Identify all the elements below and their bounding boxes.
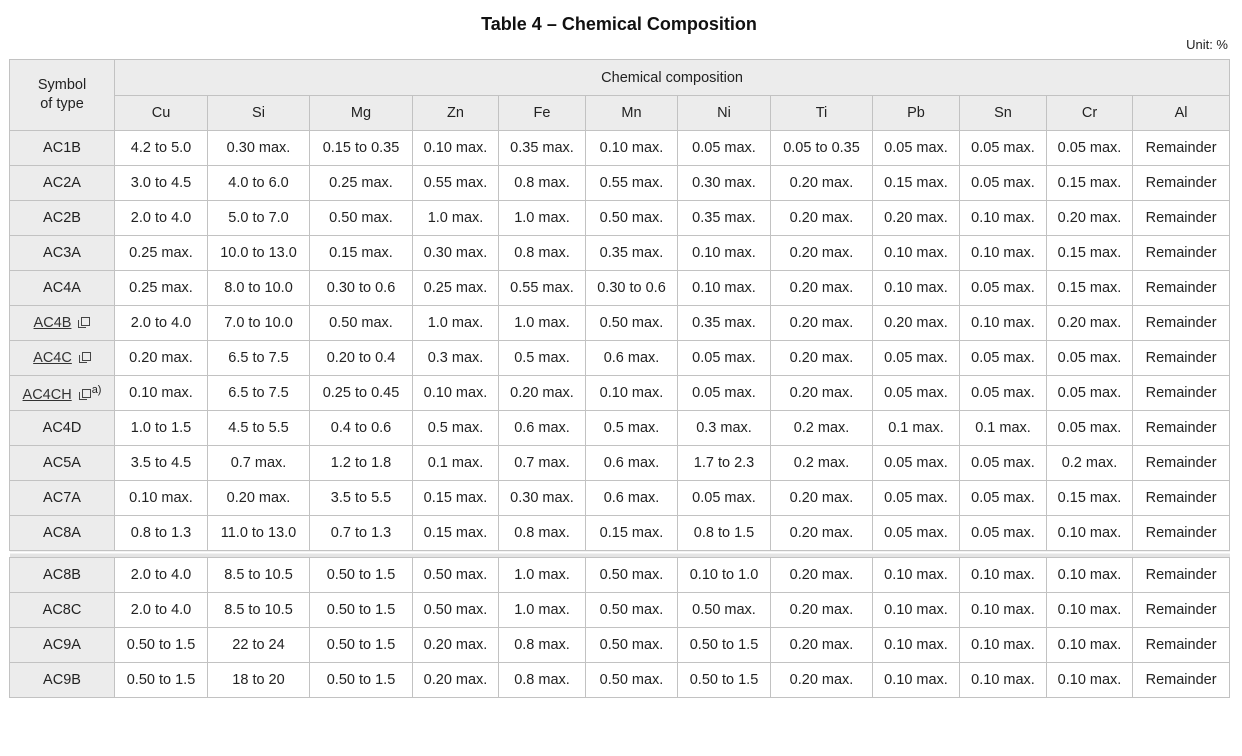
value-cell-al: Remainder: [1133, 271, 1230, 306]
element-header-row: [10, 96, 1230, 131]
value-cell-cu: 3.5 to 4.5: [115, 446, 208, 481]
symbol-of-type-label: Symbol of type: [37, 77, 87, 112]
value-cell-cu: 0.25 max.: [115, 236, 208, 271]
symbol-label: AC9A: [43, 637, 81, 653]
value-cell-fe: 1.0 max.: [499, 306, 586, 341]
value-cell-cr: 0.15 max.: [1047, 271, 1133, 306]
value-cell-al: Remainder: [1133, 481, 1230, 516]
table-row: [10, 481, 1230, 516]
value-cell-ti: 0.20 max.: [771, 271, 873, 306]
value-cell-fe: 0.35 max.: [499, 131, 586, 166]
symbol-label: AC8A: [43, 525, 81, 541]
value-cell-mg: 0.50 max.: [310, 201, 413, 236]
value-cell-cr: 0.20 max.: [1047, 201, 1133, 236]
value-cell-sn: 0.10 max.: [960, 663, 1047, 698]
symbol-label: AC4A: [43, 280, 81, 296]
value-cell-mg: 3.5 to 5.5: [310, 481, 413, 516]
value-cell-mg: 0.20 to 0.4: [310, 341, 413, 376]
symbol-label: AC5A: [43, 455, 81, 471]
value-cell-cu: 0.10 max.: [115, 481, 208, 516]
element-header-sn: Sn: [960, 96, 1047, 131]
value-cell-sn: 0.05 max.: [960, 131, 1047, 166]
element-header-cr: Cr: [1047, 96, 1133, 131]
value-cell-pb: 0.20 max.: [873, 201, 960, 236]
value-cell-ni: 0.35 max.: [678, 201, 771, 236]
table-body: [10, 131, 1230, 698]
value-cell-si: 6.5 to 7.5: [208, 376, 310, 411]
value-cell-sn: 0.05 max.: [960, 481, 1047, 516]
value-cell-mn: 0.50 max.: [586, 663, 678, 698]
value-cell-mn: 0.10 max.: [586, 376, 678, 411]
symbol-cell: [10, 131, 115, 166]
value-cell-sn: 0.10 max.: [960, 201, 1047, 236]
value-cell-al: Remainder: [1133, 446, 1230, 481]
value-cell-sn: 0.05 max.: [960, 446, 1047, 481]
open-window-icon[interactable]: [78, 317, 90, 329]
value-cell-si: 0.20 max.: [208, 481, 310, 516]
symbol-label: AC1B: [43, 140, 81, 156]
value-cell-ni: 0.05 max.: [678, 341, 771, 376]
value-cell-si: 8.0 to 10.0: [208, 271, 310, 306]
value-cell-ni: 0.10 max.: [678, 236, 771, 271]
value-cell-ni: 0.30 max.: [678, 166, 771, 201]
value-cell-ni: 0.50 max.: [678, 593, 771, 628]
table-row: [10, 558, 1230, 593]
value-cell-mg: 0.50 to 1.5: [310, 663, 413, 698]
symbol-link-ac4c[interactable]: AC4C: [33, 350, 72, 366]
value-cell-mg: 0.50 to 1.5: [310, 628, 413, 663]
table-header: [10, 60, 1230, 131]
value-cell-ni: 0.10 max.: [678, 271, 771, 306]
symbol-cell: [10, 341, 115, 376]
value-cell-fe: 0.8 max.: [499, 166, 586, 201]
symbol-label: AC8C: [42, 602, 82, 618]
value-cell-mn: 0.50 max.: [586, 593, 678, 628]
symbol-cell: [10, 628, 115, 663]
value-cell-ti: 0.20 max.: [771, 628, 873, 663]
value-cell-si: 11.0 to 13.0: [208, 516, 310, 551]
value-cell-ni: 0.05 max.: [678, 481, 771, 516]
value-cell-si: 18 to 20: [208, 663, 310, 698]
value-cell-pb: 0.05 max.: [873, 131, 960, 166]
value-cell-sn: 0.10 max.: [960, 306, 1047, 341]
value-cell-ti: 0.05 to 0.35: [771, 131, 873, 166]
value-cell-si: 8.5 to 10.5: [208, 593, 310, 628]
table-row: [10, 201, 1230, 236]
value-cell-fe: 0.8 max.: [499, 516, 586, 551]
value-cell-cr: 0.15 max.: [1047, 236, 1133, 271]
table-row: [10, 306, 1230, 341]
value-cell-zn: 0.20 max.: [413, 628, 499, 663]
value-cell-ti: 0.20 max.: [771, 306, 873, 341]
symbol-of-type-header: [10, 60, 115, 131]
table-row: [10, 131, 1230, 166]
value-cell-ni: 1.7 to 2.3: [678, 446, 771, 481]
value-cell-mg: 0.30 to 0.6: [310, 271, 413, 306]
value-cell-fe: 0.20 max.: [499, 376, 586, 411]
element-header-ti: Ti: [771, 96, 873, 131]
table-row: [10, 271, 1230, 306]
value-cell-fe: 0.8 max.: [499, 663, 586, 698]
value-cell-ti: 0.20 max.: [771, 593, 873, 628]
value-cell-cu: 2.0 to 4.0: [115, 201, 208, 236]
value-cell-mn: 0.15 max.: [586, 516, 678, 551]
value-cell-sn: 0.05 max.: [960, 166, 1047, 201]
value-cell-mn: 0.30 to 0.6: [586, 271, 678, 306]
value-cell-mn: 0.55 max.: [586, 166, 678, 201]
value-cell-fe: 0.7 max.: [499, 446, 586, 481]
composition-table: [9, 59, 1230, 698]
table-row: [10, 341, 1230, 376]
element-header-si: Si: [208, 96, 310, 131]
value-cell-mg: 1.2 to 1.8: [310, 446, 413, 481]
value-cell-cr: 0.05 max.: [1047, 376, 1133, 411]
value-cell-zn: 0.5 max.: [413, 411, 499, 446]
value-cell-cr: 0.10 max.: [1047, 516, 1133, 551]
value-cell-sn: 0.05 max.: [960, 271, 1047, 306]
value-cell-al: Remainder: [1133, 593, 1230, 628]
value-cell-pb: 0.05 max.: [873, 376, 960, 411]
value-cell-ni: 0.10 to 1.0: [678, 558, 771, 593]
value-cell-cr: 0.10 max.: [1047, 663, 1133, 698]
value-cell-mn: 0.5 max.: [586, 411, 678, 446]
value-cell-mn: 0.50 max.: [586, 628, 678, 663]
value-cell-al: Remainder: [1133, 376, 1230, 411]
value-cell-mg: 0.50 to 1.5: [310, 593, 413, 628]
symbol-cell: [10, 481, 115, 516]
value-cell-ti: 0.20 max.: [771, 558, 873, 593]
table-row: [10, 593, 1230, 628]
symbol-label: AC8B: [43, 567, 81, 583]
value-cell-ti: 0.20 max.: [771, 481, 873, 516]
value-cell-sn: 0.05 max.: [960, 516, 1047, 551]
value-cell-pb: 0.10 max.: [873, 663, 960, 698]
value-cell-si: 4.5 to 5.5: [208, 411, 310, 446]
value-cell-ni: 0.50 to 1.5: [678, 628, 771, 663]
table-row: [10, 236, 1230, 271]
value-cell-pb: 0.05 max.: [873, 481, 960, 516]
value-cell-cu: 2.0 to 4.0: [115, 558, 208, 593]
value-cell-ti: 0.20 max.: [771, 201, 873, 236]
symbol-cell: [10, 446, 115, 481]
value-cell-mg: 0.4 to 0.6: [310, 411, 413, 446]
value-cell-ti: 0.20 max.: [771, 236, 873, 271]
value-cell-ni: 0.35 max.: [678, 306, 771, 341]
element-header-mn: Mn: [586, 96, 678, 131]
symbol-link-ac4b[interactable]: AC4B: [33, 315, 72, 331]
value-cell-cu: 2.0 to 4.0: [115, 306, 208, 341]
value-cell-mg: 0.7 to 1.3: [310, 516, 413, 551]
value-cell-fe: 0.5 max.: [499, 341, 586, 376]
value-cell-cu: 0.8 to 1.3: [115, 516, 208, 551]
value-cell-zn: 1.0 max.: [413, 201, 499, 236]
value-cell-mg: 0.25 to 0.45: [310, 376, 413, 411]
value-cell-zn: 0.20 max.: [413, 663, 499, 698]
symbol-cell: [10, 306, 115, 341]
value-cell-al: Remainder: [1133, 201, 1230, 236]
value-cell-al: Remainder: [1133, 663, 1230, 698]
value-cell-al: Remainder: [1133, 306, 1230, 341]
value-cell-zn: 0.30 max.: [413, 236, 499, 271]
value-cell-zn: 0.1 max.: [413, 446, 499, 481]
value-cell-pb: 0.10 max.: [873, 593, 960, 628]
value-cell-mg: 0.50 to 1.5: [310, 558, 413, 593]
value-cell-sn: 0.10 max.: [960, 236, 1047, 271]
value-cell-pb: 0.10 max.: [873, 628, 960, 663]
value-cell-pb: 0.10 max.: [873, 558, 960, 593]
value-cell-pb: 0.05 max.: [873, 446, 960, 481]
element-header-mg: Mg: [310, 96, 413, 131]
open-window-icon[interactable]: [79, 352, 91, 364]
value-cell-al: Remainder: [1133, 516, 1230, 551]
value-cell-sn: 0.05 max.: [960, 341, 1047, 376]
value-cell-ti: 0.20 max.: [771, 376, 873, 411]
value-cell-cu: 1.0 to 1.5: [115, 411, 208, 446]
value-cell-cr: 0.10 max.: [1047, 558, 1133, 593]
value-cell-cu: 4.2 to 5.0: [115, 131, 208, 166]
table-row: [10, 446, 1230, 481]
value-cell-si: 8.5 to 10.5: [208, 558, 310, 593]
value-cell-sn: 0.05 max.: [960, 376, 1047, 411]
value-cell-zn: 0.3 max.: [413, 341, 499, 376]
value-cell-al: Remainder: [1133, 558, 1230, 593]
value-cell-mg: 0.15 max.: [310, 236, 413, 271]
value-cell-si: 4.0 to 6.0: [208, 166, 310, 201]
symbol-label: AC2B: [43, 210, 81, 226]
value-cell-si: 10.0 to 13.0: [208, 236, 310, 271]
value-cell-al: Remainder: [1133, 628, 1230, 663]
open-window-icon[interactable]: [79, 389, 91, 401]
value-cell-fe: 0.8 max.: [499, 628, 586, 663]
value-cell-ti: 0.20 max.: [771, 341, 873, 376]
value-cell-zn: 0.10 max.: [413, 131, 499, 166]
value-cell-cu: 2.0 to 4.0: [115, 593, 208, 628]
value-cell-ti: 0.2 max.: [771, 411, 873, 446]
symbol-cell: [10, 516, 115, 551]
value-cell-cr: 0.2 max.: [1047, 446, 1133, 481]
table-row: [10, 166, 1230, 201]
value-cell-al: Remainder: [1133, 411, 1230, 446]
table-row: [10, 376, 1230, 411]
value-cell-pb: 0.20 max.: [873, 306, 960, 341]
value-cell-ni: 0.05 max.: [678, 376, 771, 411]
symbol-cell: [10, 663, 115, 698]
symbol-cell: [10, 201, 115, 236]
table-row: [10, 628, 1230, 663]
value-cell-zn: 1.0 max.: [413, 306, 499, 341]
value-cell-zn: 0.15 max.: [413, 481, 499, 516]
value-cell-fe: 0.8 max.: [499, 236, 586, 271]
value-cell-pb: 0.10 max.: [873, 236, 960, 271]
value-cell-fe: 0.6 max.: [499, 411, 586, 446]
value-cell-al: Remainder: [1133, 166, 1230, 201]
table-break-divider: [10, 551, 1230, 558]
value-cell-zn: 0.15 max.: [413, 516, 499, 551]
element-header-al: Al: [1133, 96, 1230, 131]
value-cell-fe: 0.55 max.: [499, 271, 586, 306]
value-cell-ni: 0.8 to 1.5: [678, 516, 771, 551]
value-cell-cu: 0.50 to 1.5: [115, 663, 208, 698]
value-cell-ti: 0.20 max.: [771, 663, 873, 698]
value-cell-pb: 0.05 max.: [873, 341, 960, 376]
value-cell-cu: 0.25 max.: [115, 271, 208, 306]
value-cell-zn: 0.50 max.: [413, 593, 499, 628]
symbol-cell: [10, 376, 115, 411]
symbol-label: AC3A: [43, 245, 81, 261]
value-cell-si: 22 to 24: [208, 628, 310, 663]
value-cell-mn: 0.50 max.: [586, 558, 678, 593]
value-cell-mn: 0.6 max.: [586, 446, 678, 481]
value-cell-sn: 0.10 max.: [960, 558, 1047, 593]
value-cell-ni: 0.05 max.: [678, 131, 771, 166]
value-cell-al: Remainder: [1133, 341, 1230, 376]
value-cell-cu: 3.0 to 4.5: [115, 166, 208, 201]
unit-label: Unit: %: [1186, 37, 1228, 52]
symbol-cell: [10, 271, 115, 306]
table-row: [10, 516, 1230, 551]
value-cell-mn: 0.50 max.: [586, 306, 678, 341]
value-cell-ti: 0.2 max.: [771, 446, 873, 481]
value-cell-cr: 0.10 max.: [1047, 593, 1133, 628]
table-row: [10, 663, 1230, 698]
value-cell-fe: 1.0 max.: [499, 201, 586, 236]
element-header-zn: Zn: [413, 96, 499, 131]
value-cell-al: Remainder: [1133, 236, 1230, 271]
table-row: [10, 411, 1230, 446]
element-header-cu: Cu: [115, 96, 208, 131]
value-cell-si: 0.30 max.: [208, 131, 310, 166]
value-cell-mg: 0.25 max.: [310, 166, 413, 201]
value-cell-sn: 0.1 max.: [960, 411, 1047, 446]
value-cell-ti: 0.20 max.: [771, 166, 873, 201]
table-title: Table 4 – Chemical Composition: [481, 14, 757, 34]
symbol-label: AC9B: [43, 672, 81, 688]
value-cell-si: 5.0 to 7.0: [208, 201, 310, 236]
value-cell-sn: 0.10 max.: [960, 628, 1047, 663]
symbol-cell: [10, 236, 115, 271]
symbol-label: AC4D: [42, 420, 82, 436]
symbol-cell: [10, 558, 115, 593]
value-cell-zn: 0.50 max.: [413, 558, 499, 593]
value-cell-cr: 0.15 max.: [1047, 481, 1133, 516]
symbol-label: AC2A: [43, 175, 81, 191]
value-cell-fe: 1.0 max.: [499, 593, 586, 628]
value-cell-pb: 0.15 max.: [873, 166, 960, 201]
value-cell-al: Remainder: [1133, 131, 1230, 166]
value-cell-pb: 0.1 max.: [873, 411, 960, 446]
value-cell-cr: 0.15 max.: [1047, 166, 1133, 201]
value-cell-si: 7.0 to 10.0: [208, 306, 310, 341]
value-cell-cu: 0.10 max.: [115, 376, 208, 411]
symbol-cell: [10, 166, 115, 201]
symbol-cell: [10, 411, 115, 446]
value-cell-mg: 0.50 max.: [310, 306, 413, 341]
value-cell-mn: 0.10 max.: [586, 131, 678, 166]
value-cell-fe: 0.30 max.: [499, 481, 586, 516]
value-cell-cr: 0.05 max.: [1047, 411, 1133, 446]
value-cell-ni: 0.50 to 1.5: [678, 663, 771, 698]
footnote-marker: a): [91, 383, 102, 396]
chemical-composition-header: Chemical composition: [115, 60, 1230, 96]
symbol-label: AC7A: [43, 490, 81, 506]
value-cell-pb: 0.10 max.: [873, 271, 960, 306]
value-cell-cr: 0.05 max.: [1047, 341, 1133, 376]
value-cell-zn: 0.55 max.: [413, 166, 499, 201]
value-cell-mn: 0.50 max.: [586, 201, 678, 236]
value-cell-ni: 0.3 max.: [678, 411, 771, 446]
symbol-cell: [10, 593, 115, 628]
element-header-ni: Ni: [678, 96, 771, 131]
value-cell-cr: 0.05 max.: [1047, 131, 1133, 166]
element-header-fe: Fe: [499, 96, 586, 131]
value-cell-cr: 0.20 max.: [1047, 306, 1133, 341]
value-cell-zn: 0.10 max.: [413, 376, 499, 411]
value-cell-mg: 0.15 to 0.35: [310, 131, 413, 166]
value-cell-cu: 0.50 to 1.5: [115, 628, 208, 663]
value-cell-pb: 0.05 max.: [873, 516, 960, 551]
value-cell-ti: 0.20 max.: [771, 516, 873, 551]
element-header-pb: Pb: [873, 96, 960, 131]
value-cell-cr: 0.10 max.: [1047, 628, 1133, 663]
value-cell-sn: 0.10 max.: [960, 593, 1047, 628]
divider-cell: [10, 551, 1230, 558]
value-cell-mn: 0.6 max.: [586, 481, 678, 516]
value-cell-mn: 0.35 max.: [586, 236, 678, 271]
value-cell-zn: 0.25 max.: [413, 271, 499, 306]
value-cell-si: 6.5 to 7.5: [208, 341, 310, 376]
value-cell-fe: 1.0 max.: [499, 558, 586, 593]
value-cell-cu: 0.20 max.: [115, 341, 208, 376]
value-cell-si: 0.7 max.: [208, 446, 310, 481]
value-cell-mn: 0.6 max.: [586, 341, 678, 376]
symbol-link-ac4ch[interactable]: AC4CH: [22, 386, 72, 403]
